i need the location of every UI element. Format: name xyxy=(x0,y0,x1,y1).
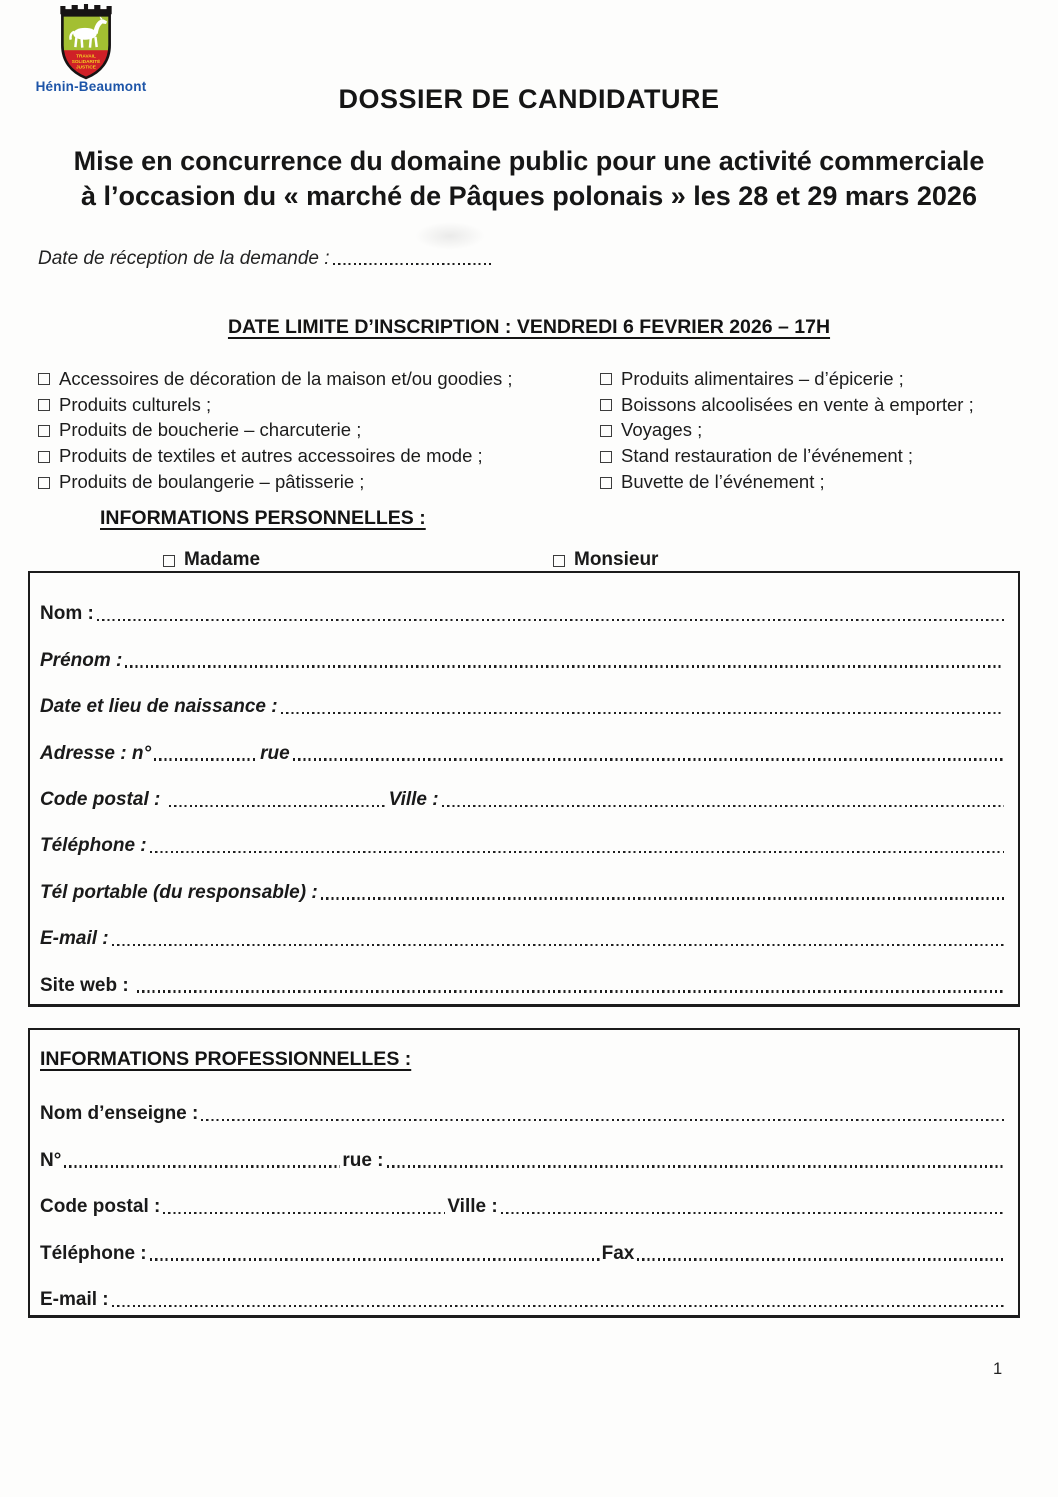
category-label: Buvette de l’événement ; xyxy=(621,471,825,493)
category-label: Stand restauration de l’événement ; xyxy=(621,445,914,467)
scan-smudge xyxy=(415,222,485,250)
fill-line[interactable] xyxy=(150,1258,600,1260)
form-row xyxy=(40,580,1006,626)
fill-line[interactable] xyxy=(163,1212,445,1214)
svg-text:TRAVAIL: TRAVAIL xyxy=(76,54,96,60)
checkbox-icon[interactable] xyxy=(600,477,612,489)
reception-date-row xyxy=(38,248,558,270)
category-list-right xyxy=(600,366,1045,495)
civility-madame[interactable] xyxy=(163,549,260,571)
category-label: Accessoires de décoration de la maison et/ou goodies ; xyxy=(59,367,513,389)
category-item xyxy=(600,418,1045,444)
field-label: Adresse : n° xyxy=(40,742,152,764)
field-label: rue : xyxy=(342,1149,384,1171)
category-item xyxy=(600,366,1045,392)
category-label: Produits alimentaires – d’épicerie ; xyxy=(621,367,904,389)
fill-line[interactable] xyxy=(387,1165,1004,1167)
category-list-left xyxy=(38,366,593,495)
personal-info-heading: INFORMATIONS PERSONNELLES : xyxy=(100,507,426,529)
checkbox-icon[interactable] xyxy=(38,399,50,411)
form-row xyxy=(40,858,1006,904)
form-row xyxy=(40,1266,1006,1312)
civility-label: Monsieur xyxy=(574,549,659,570)
fill-line[interactable] xyxy=(97,619,1004,621)
category-label: Voyages ; xyxy=(621,419,703,441)
checkbox-icon[interactable] xyxy=(38,425,50,437)
fill-line[interactable] xyxy=(281,712,1004,714)
category-label: Produits culturels ; xyxy=(59,393,212,415)
form-row xyxy=(40,626,1006,672)
field-label: Ville : xyxy=(388,788,439,810)
field-label: N° xyxy=(40,1149,62,1171)
personal-info-box xyxy=(28,571,1020,1007)
category-label: Boissons alcoolisées en vente à emporter ; xyxy=(621,393,974,415)
checkbox-icon[interactable] xyxy=(600,425,612,437)
checkbox-icon[interactable] xyxy=(553,555,565,567)
crown-icon xyxy=(60,4,111,14)
form-row xyxy=(40,1126,1006,1172)
reception-date-label: Date de réception de la demande : xyxy=(38,248,330,269)
category-label: Produits de textiles et autres accessoires de mode ; xyxy=(59,445,483,467)
checkbox-icon[interactable] xyxy=(38,451,50,463)
field-label: E-mail : xyxy=(40,928,109,950)
fill-line[interactable] xyxy=(64,1165,340,1167)
deadline-banner: DATE LIMITE D’INSCRIPTION : VENDREDI 6 FEVRIER 2026 – 17H xyxy=(227,316,831,338)
field-label: Nom d’enseigne : xyxy=(40,1103,199,1125)
fill-line[interactable] xyxy=(637,1258,1004,1260)
form-row xyxy=(40,1219,1006,1265)
subtitle-line-1: Mise en concurrence du domaine public pour une activité commerciale xyxy=(73,146,985,176)
field-label: Site web : xyxy=(40,974,134,996)
civility-label: Madame xyxy=(184,549,261,570)
professional-info-box xyxy=(28,1028,1020,1318)
fill-line[interactable] xyxy=(442,805,1004,807)
field-label: Fax xyxy=(601,1242,635,1264)
form-row xyxy=(40,1173,1006,1219)
field-label: Prénom : xyxy=(40,649,123,671)
category-item xyxy=(600,392,1045,418)
field-label: Nom : xyxy=(40,603,94,625)
fill-line[interactable] xyxy=(150,851,1004,853)
form-row xyxy=(40,673,1006,719)
field-label: Téléphone : xyxy=(40,835,147,857)
form-row xyxy=(40,951,1006,997)
fill-line[interactable] xyxy=(321,897,1004,899)
svg-text:JUSTICE: JUSTICE xyxy=(76,65,96,71)
civility-monsieur[interactable] xyxy=(553,549,658,571)
field-label: Date et lieu de naissance : xyxy=(40,696,278,718)
checkbox-icon[interactable] xyxy=(38,373,50,385)
form-row xyxy=(40,812,1006,858)
category-item xyxy=(600,469,1045,495)
svg-text:SOLIDARITÉ: SOLIDARITÉ xyxy=(71,60,101,66)
category-label: Produits de boulangerie – pâtisserie ; xyxy=(59,471,365,493)
checkbox-icon[interactable] xyxy=(38,477,50,489)
category-item xyxy=(38,469,593,495)
field-label: Téléphone : xyxy=(40,1242,147,1264)
page-number: 1 xyxy=(993,1360,1003,1378)
field-label: rue xyxy=(260,742,290,764)
city-name: Hénin-Beaumont xyxy=(35,79,147,94)
document-title: DOSSIER DE CANDIDATURE xyxy=(338,84,720,114)
form-row xyxy=(40,766,1006,812)
fill-line[interactable] xyxy=(501,1212,1004,1214)
professional-info-rows xyxy=(40,1080,1006,1312)
professional-info-heading: INFORMATIONS PROFESSIONNELLES : xyxy=(40,1048,412,1070)
subtitle-line-2: à l’occasion du « marché de Pâques polonais » les 28 et 29 mars 2026 xyxy=(81,181,977,211)
fill-line[interactable] xyxy=(169,805,387,807)
category-item xyxy=(38,418,593,444)
fill-line[interactable] xyxy=(201,1119,1004,1121)
checkbox-icon[interactable] xyxy=(600,451,612,463)
fill-line[interactable] xyxy=(125,665,1004,667)
field-label: Code postal : xyxy=(40,1196,161,1218)
checkbox-icon[interactable] xyxy=(163,555,175,567)
form-row xyxy=(40,719,1006,765)
fill-line[interactable] xyxy=(154,758,258,760)
field-label: Ville : xyxy=(447,1196,498,1218)
document-subtitle xyxy=(20,144,1038,214)
form-row xyxy=(40,1080,1006,1126)
field-label: E-mail : xyxy=(40,1288,109,1310)
checkbox-icon[interactable] xyxy=(600,373,612,385)
field-label: Code postal : xyxy=(40,788,166,810)
form-row xyxy=(40,905,1006,951)
checkbox-icon[interactable] xyxy=(600,399,612,411)
fill-line[interactable] xyxy=(293,758,1004,760)
fill-line[interactable] xyxy=(333,263,491,265)
city-coat-of-arms xyxy=(56,4,116,80)
category-item xyxy=(38,366,593,392)
category-label: Produits de boucherie – charcuterie ; xyxy=(59,419,362,441)
category-item xyxy=(38,443,593,469)
personal-info-rows xyxy=(40,580,1006,998)
fill-line[interactable] xyxy=(112,1305,1004,1307)
field-label: Tél portable (du responsable) : xyxy=(40,881,318,903)
category-item xyxy=(600,443,1045,469)
category-item xyxy=(38,392,593,418)
fill-line[interactable] xyxy=(137,990,1004,992)
fill-line[interactable] xyxy=(112,944,1004,946)
